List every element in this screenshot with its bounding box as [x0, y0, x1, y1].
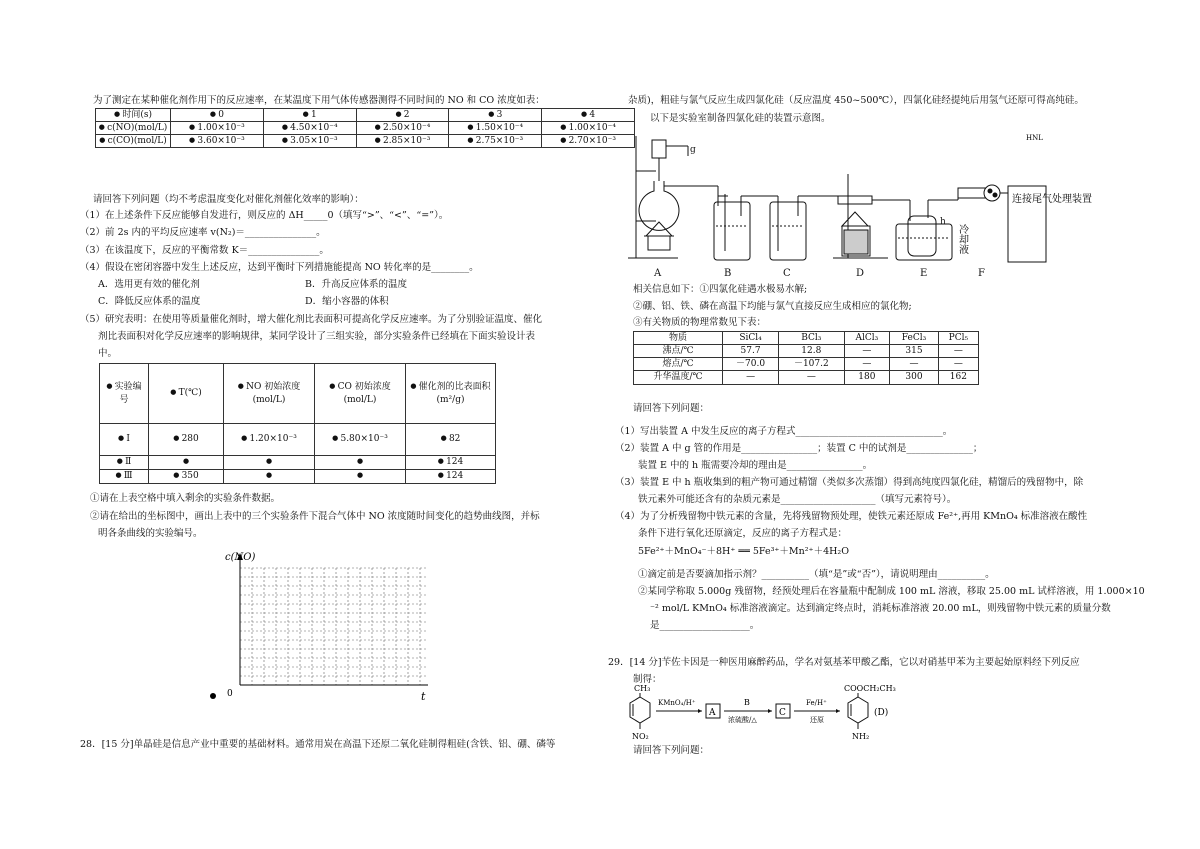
table-cell: 12.8 — [779, 345, 844, 358]
corner-mark: HNL — [1026, 134, 1043, 142]
product-label: (D) — [874, 708, 889, 718]
table-cell: ● 3.60×10⁻³ — [171, 135, 264, 148]
apparatus-e — [896, 200, 958, 260]
question-5-line3: 中。 — [98, 348, 118, 359]
table-header-cell: FeCl₃ — [890, 332, 938, 345]
table-cell: ● 82 — [406, 424, 496, 456]
table-row — [100, 424, 496, 456]
table-cell: －107.2 — [779, 358, 844, 371]
table-cell: ● 124 — [406, 456, 496, 470]
ask-heading-2: 请回答下列问题： — [633, 745, 710, 756]
ionic-equation: 5Fe²⁺＋MnO₄⁻＋8H⁺ ══ 5Fe³⁺＋Mn²⁺＋4H₂O — [638, 546, 849, 557]
concentration-graph — [203, 548, 543, 703]
g-label: g — [690, 145, 696, 155]
table-cell: 熔点/℃ — [634, 358, 723, 371]
table-header-cell: ● 3 — [449, 109, 542, 122]
option-a: A．选用更有效的催化剂 — [98, 279, 200, 290]
table-cell: ● 4.50×10⁻⁴ — [263, 122, 356, 135]
answer-1: （1）写出装置 A 中发生反应的离子方程式_______________________________。 — [615, 426, 953, 437]
answer-2b: 装置 E 中的 h 瓶需要冷却的理由是________________。 — [638, 460, 873, 471]
table-cell: ● 2.50×10⁻⁴ — [356, 122, 449, 135]
table-row — [634, 371, 979, 384]
table-cell: ● 2.70×10⁻³ — [542, 135, 635, 148]
compound-a: A — [709, 708, 716, 718]
table-header-cell: SiCl₄ — [723, 332, 779, 345]
bullet-dot — [210, 693, 216, 699]
question-1: （1）在上述条件下反应能够自发进行，则反应的 ΔH_____0（填写“>”、“<”、“=”）。 — [80, 210, 449, 221]
apparatus-d — [833, 174, 910, 258]
table-cell: ● 2.85×10⁻³ — [356, 135, 449, 148]
table-header-cell: ● CO 初始浓度 (mol/L) — [315, 364, 406, 424]
question-5-line2: 剂比表面积对化学反应速率的影响规律，某同学设计了三组实验，部分实验条件已经填在下面实验设计表 — [98, 331, 536, 342]
apparatus-intro: 以下是实验室制备四氯化硅的装置示意图。 — [650, 113, 831, 124]
table-row — [634, 345, 979, 358]
ring-top-substituent: CH₃ — [634, 684, 651, 693]
table-cell: — — [844, 358, 890, 371]
question-3: （3）在该温度下，反应的平衡常数 K＝_______________。 — [80, 245, 329, 256]
table-cell: — — [844, 345, 890, 358]
table-header-cell: ● NO 初始浓度 (mol/L) — [224, 364, 315, 424]
table-cell: ● 2.75×10⁻³ — [449, 135, 542, 148]
apparatus-b — [714, 186, 778, 260]
question-2: （2）前 2s 内的平均反应速率 v(N₂)＝_______________。 — [80, 227, 326, 238]
table-header-cell: ● 0 — [171, 109, 264, 122]
origin-label: 0 — [227, 689, 233, 699]
table-header-cell: ● 催化剂的比表面积 (m²/g) — [406, 364, 496, 424]
table-cell: — — [890, 358, 938, 371]
table-row — [96, 122, 635, 135]
table-header-cell: ● 时间(s) — [96, 109, 171, 122]
table-cell: — — [938, 358, 978, 371]
table-cell: ● 3.05×10⁻³ — [263, 135, 356, 148]
table-cell: — — [938, 345, 978, 358]
table-cell: ● Ⅱ — [100, 456, 149, 470]
table-header-cell: BCl₃ — [779, 332, 844, 345]
label-a: A — [654, 268, 662, 279]
table-cell: ● Ⅲ — [100, 470, 149, 484]
table-cell: ● 1.00×10⁻⁴ — [542, 122, 635, 135]
table-row — [634, 332, 979, 345]
concentration-table — [95, 108, 635, 148]
info-1: 相关信息如下：①四氯化硅遇水极易水解; — [633, 284, 808, 295]
ask-heading: 请回答下列问题： — [633, 403, 710, 414]
table-cell: — — [723, 371, 779, 384]
apparatus-diagram — [628, 126, 1092, 279]
tail-gas-label: 连接尾气处理装置 — [1012, 194, 1092, 205]
table-cell: ● 1.20×10⁻³ — [224, 424, 315, 456]
table-cell: ● c(NO)(mol/L) — [96, 122, 171, 135]
table-header-cell: ● T(℃) — [149, 364, 224, 424]
answer-4-sub1: ①滴定前是否要滴加指示剂？__________（填“是”或“否”），请说明理由__________。 — [638, 569, 995, 580]
reagent-3-top: Fe/H⁺ — [806, 699, 827, 707]
table-row — [100, 456, 496, 470]
table-cell: ● 5.80×10⁻³ — [315, 424, 406, 456]
option-b: B．升高反应体系的温度 — [305, 279, 407, 290]
table-cell — [224, 456, 315, 470]
table-row — [634, 358, 979, 371]
reaction-scheme — [628, 683, 928, 745]
answer-4-sub2c: 是___________________。 — [650, 620, 760, 631]
sub-question-1: ①请在上表空格中填入剩余的实验条件数据。 — [90, 493, 281, 504]
table-cell: ● 350 — [149, 470, 224, 484]
question-note: 请回答下列问题（均不考虑温度变化对催化剂催化效率的影响）： — [93, 194, 364, 205]
table-cell: 300 — [890, 371, 938, 384]
table-cell: 沸点/℃ — [634, 345, 723, 358]
question-5-line1: （5）研究表明：在使用等质量催化剂时，增大催化剂比表面积可提高化学反应速率。为了分别验证温度、催化 — [80, 314, 543, 325]
question-4: （4）假设在密闭容器中发生上述反应，达到平衡时下列措施能提高 NO 转化率的是________。 — [80, 262, 479, 273]
table-cell: ● Ⅰ — [100, 424, 149, 456]
reagent-1: KMnO₄/H⁺ — [658, 699, 696, 707]
answer-4-sub2a: ②某同学称取 5.000g 残留物，经预处理后在容量瓶中配制成 100 mL 溶液，移取 25.00 mL 试样溶液，用 1.000×10 — [638, 586, 1145, 597]
table-header-cell: ● 1 — [263, 109, 356, 122]
table-cell: 升华温度/℃ — [634, 371, 723, 384]
table-cell — [315, 470, 406, 484]
product-top-substituent: COOCH₂CH₃ — [844, 684, 896, 693]
apparatus-c — [770, 196, 853, 260]
answer-4-sub2b: ⁻² mol/L KMnO₄ 标准溶液滴定。达到滴定终点时，消耗标准溶液 20.00 mL，则残留物中铁元素的质量分数 — [650, 603, 1111, 614]
intro-text: 为了测定在某种催化剂作用下的反应速率，在某温度下用气体传感器测得不同时间的 NO 和 CO 浓度如表： — [93, 95, 545, 106]
table-header-cell: AlCl₃ — [844, 332, 890, 345]
label-c: C — [783, 268, 791, 279]
table-cell: ● c(CO)(mol/L) — [96, 135, 171, 148]
sub-question-2-line2: 明各条曲线的实验编号。 — [98, 528, 203, 539]
constants-table — [633, 331, 979, 385]
question-29b: 制得： — [633, 674, 662, 685]
table-cell — [224, 470, 315, 484]
compound-c: C — [779, 708, 786, 718]
ring-bottom-substituent: NO₂ — [632, 732, 649, 741]
table-header-cell: PCl₅ — [938, 332, 978, 345]
info-2: ②硼、铝、铁、磷在高温下均能与氯气直接反应生成相应的氯化物; — [633, 301, 912, 312]
ice-label: 冷却液 — [956, 224, 968, 254]
label-e: E — [920, 268, 928, 279]
table-cell: 180 — [844, 371, 890, 384]
answer-4a: （4）为了分析残留物中铁元素的含量，先将残留物预处理，使铁元素还原成 Fe²⁺,再用 KMnO₄ 标准溶液在酸性 — [615, 511, 1088, 522]
reagent-2-top: B — [744, 698, 750, 707]
table-cell: ● 124 — [406, 470, 496, 484]
table-cell: ● 280 — [149, 424, 224, 456]
table-header-cell: ● 4 — [542, 109, 635, 122]
table-header-cell: ● 实验编号 — [100, 364, 149, 424]
table-cell: ● 1.50×10⁻⁴ — [449, 122, 542, 135]
label-b: B — [724, 268, 732, 279]
option-c: C．降低反应体系的温度 — [98, 296, 201, 307]
option-d: D．缩小容器的体积 — [305, 296, 389, 307]
answer-3b: 铁元素外可能还含有的杂质元素是____________________（填写元素符号）。 — [638, 494, 957, 505]
product-bottom-substituent: NH₂ — [852, 732, 870, 741]
answer-3a: （3）装置 E 中 h 瓶收集到的粗产物可通过精馏（类似多次蒸馏）得到高纯度四氯化硅，精馏后的残留物中，除 — [615, 477, 1084, 488]
table-cell: — — [779, 371, 844, 384]
grid — [240, 568, 426, 685]
label-f: F — [978, 268, 985, 279]
question-28: 28．[15 分]单晶硅是信息产业中重要的基础材料。通常用炭在高温下还原二氧化硅制得粗硅(含铁、铝、硼、磷等 — [80, 739, 556, 750]
q28-continued: 杂质)，粗硅与氯气反应生成四氯化硅（反应温度 450~500℃），四氯化硅经提纯后用氢气还原可得高纯硅。 — [628, 95, 1084, 106]
question-29: 29．[14 分]苄佐卡因是一种医用麻醉药品，学名对氨基苯甲酸乙酯，它以对硝基甲苯为主要起始原料经下列反应 — [608, 657, 1080, 668]
apparatus-a — [628, 136, 718, 258]
table-row — [100, 470, 496, 484]
reagent-2-bottom: 浓硫酸/△ — [728, 716, 757, 724]
table-cell: 162 — [938, 371, 978, 384]
table-cell: ● 1.00×10⁻³ — [171, 122, 264, 135]
answer-4b: 条件下进行氧化还原滴定，反应的离子方程式是： — [638, 528, 848, 539]
table-header-cell: 物质 — [634, 332, 723, 345]
table-cell: －70.0 — [723, 358, 779, 371]
table-cell — [149, 456, 224, 470]
benzene-ring-product — [848, 693, 868, 729]
reagent-3-bottom: 还原 — [810, 716, 824, 724]
table-cell — [315, 456, 406, 470]
info-3: ③有关物质的物理常数见下表： — [633, 317, 767, 328]
label-d: D — [856, 268, 865, 279]
table-header-cell: ● 2 — [356, 109, 449, 122]
table-row — [96, 135, 635, 148]
table-cell: 57.7 — [723, 345, 779, 358]
apparatus-letters — [653, 268, 985, 279]
x-axis-label: t — [421, 690, 426, 703]
apparatus-f — [958, 185, 1008, 201]
experiment-table — [99, 363, 496, 484]
table-cell: 315 — [890, 345, 938, 358]
table-row — [96, 109, 635, 122]
table-row — [100, 364, 496, 424]
answer-2a: （2）装置 A 中 g 管的作用是________________；装置 C 中的试剂是______________； — [615, 443, 983, 454]
h-label: h — [940, 217, 946, 227]
y-axis-label: c(NO) — [225, 552, 256, 563]
benzene-ring-start — [630, 693, 650, 729]
sub-question-2-line1: ②请在给出的坐标图中，画出上表中的三个实验条件下混合气体中 NO 浓度随时间变化的趋势曲线图，并标 — [90, 511, 540, 522]
